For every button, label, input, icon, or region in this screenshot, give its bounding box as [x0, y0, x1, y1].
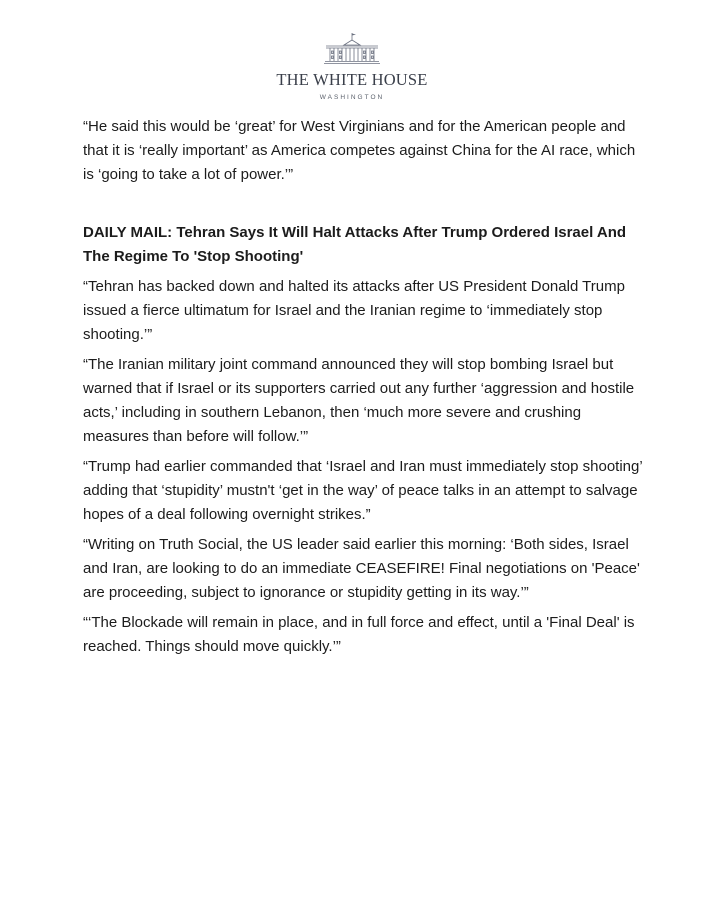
article-headline: DAILY MAIL: Tehran Says It Will Halt Attacks After Trump Ordered Israel And The Regime To 'Stop Shooting'	[83, 224, 627, 265]
letterhead	[0, 32, 704, 101]
intro-quote: “He said this would be ‘great’ for West Virginians and for the American people and that it is ‘really important’ as America competes against China for the AI race, which is ‘going to take a lot of power.’”	[83, 118, 636, 183]
document-body	[83, 115, 643, 665]
article-paragraph-2: “The Iranian military joint command announced they will stop bombing Israel but warned that if Israel or its supporters carried out any further ‘aggression and hostile acts,’ including in southern Lebanon, then ‘much more severe and crushing measures than before will follow.’”	[83, 356, 635, 445]
article-paragraph-3: “Trump had earlier commanded that ‘Israel and Iran must immediately stop shooting’ adding that ‘stupidity’ mustn't ‘get in the way’ of peace talks in an attempt to salvage hopes of a deal following overnight strikes.”	[83, 458, 643, 523]
article-paragraph-5: “‘The Blockade will remain in place, and in full force and effect, until a 'Final Deal' is reached. Things should move quickly.’”	[83, 614, 635, 655]
article-paragraph-4: “Writing on Truth Social, the US leader said earlier this morning: ‘Both sides, Israel and Iran, are looking to do an immediate CEASEFIRE! Final negotiations on 'Peace' are proceeding, subject to ignorance or stupidity getting in its way.’”	[83, 536, 640, 601]
article-paragraph-1: “Tehran has backed down and halted its attacks after US President Donald Trump issued a fierce ultimatum for Israel and the Iranian regime to ‘immediately stop shooting.’”	[83, 278, 625, 343]
organization-name: THE WHITE HOUSE	[276, 70, 428, 89]
organization-location: WASHINGTON	[319, 94, 385, 101]
white-house-building-icon	[322, 32, 382, 66]
